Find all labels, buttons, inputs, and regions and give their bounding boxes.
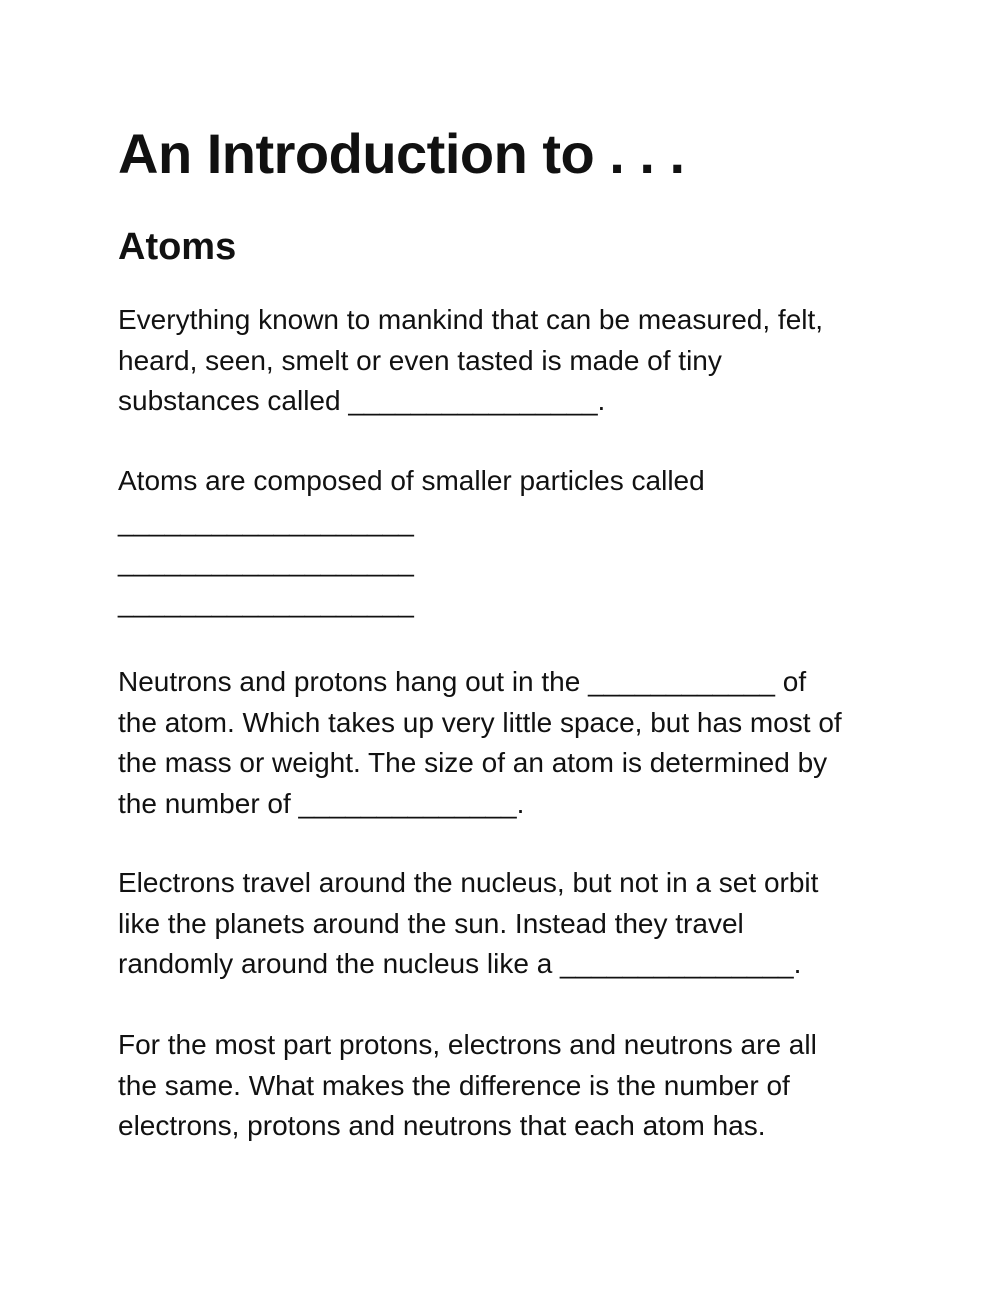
text-line-with-blank: Neutrons and protons hang out in the ____________ of <box>118 666 807 697</box>
text-line: the same. What makes the difference is the number of <box>118 1069 790 1101</box>
answer-blank-line: ___________________ <box>118 546 414 577</box>
paragraph-atom-particles <box>118 461 918 623</box>
paragraph-differences <box>118 1025 918 1147</box>
text-line-with-blank: substances called ________________. <box>118 385 606 416</box>
paragraph-atoms-definition <box>118 300 918 422</box>
text-line: the atom. Which takes up very little space, but has most of <box>118 706 842 738</box>
text-line-with-blank: the number of ______________. <box>118 787 525 819</box>
text-line: electrons, protons and neutrons that each atom has. <box>118 1110 766 1141</box>
text-line: Atoms are composed of smaller particles called <box>118 465 705 496</box>
answer-blank-line: ___________________ <box>118 586 414 618</box>
text-line: heard, seen, smelt or even tasted is made of tiny <box>118 344 722 376</box>
page-title: An Introduction to . . . <box>118 122 685 185</box>
paragraph-electrons <box>118 863 918 985</box>
text-line: the mass or weight. The size of an atom is determined by <box>118 747 828 778</box>
text-line: Everything known to mankind that can be measured, felt, <box>118 304 824 335</box>
text-line-with-blank: randomly around the nucleus like a _______________. <box>118 948 802 979</box>
text-line: Electrons travel around the nucleus, but not in a set orbit <box>118 867 819 898</box>
answer-blank-line: ___________________ <box>118 505 414 537</box>
section-title: Atoms <box>118 226 237 268</box>
paragraph-nucleus <box>118 662 918 824</box>
text-line: like the planets around the sun. Instead they travel <box>118 907 744 939</box>
text-line: For the most part protons, electrons and neutrons are all <box>118 1029 817 1060</box>
